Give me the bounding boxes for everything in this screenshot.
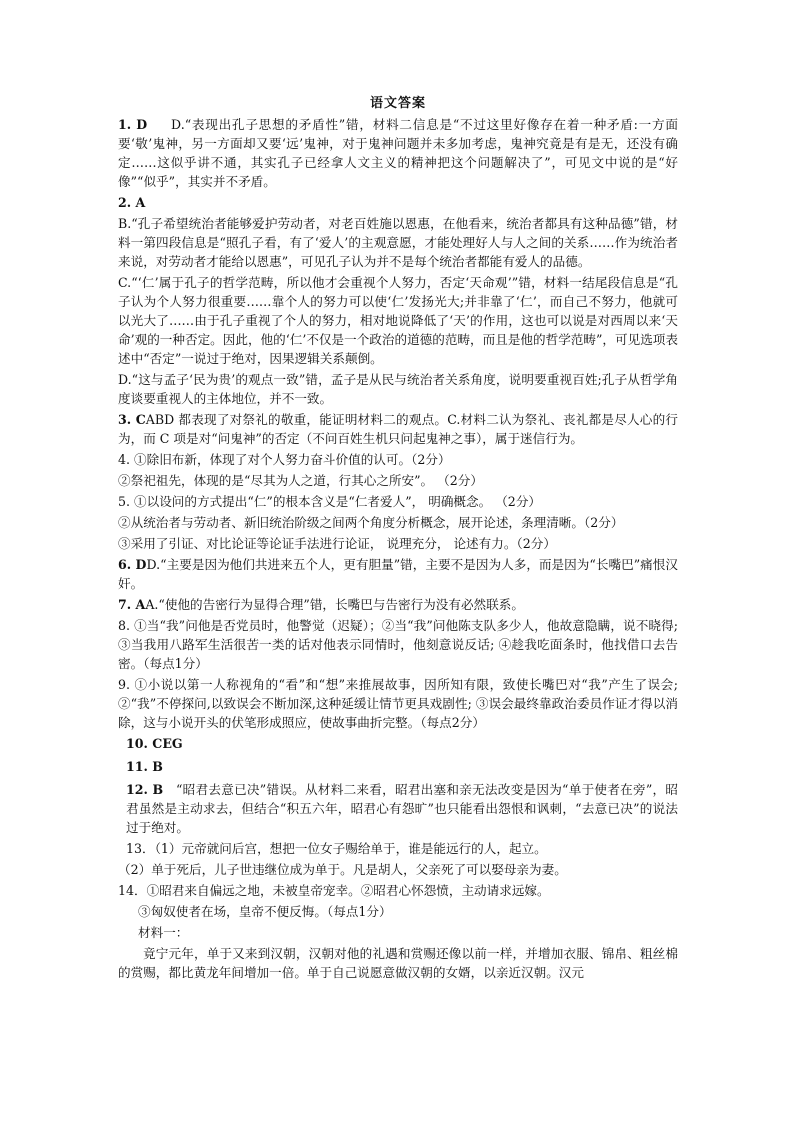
answer-13-part-1: 13．（1）元帝就问后宫，想把一位女子赐给单于，谁是能远行的人，起立。 (126, 841, 547, 856)
answer-3-explanation: ABD 都表现了对祭礼的敬重，能证明材料二的观点。C.材料二认为祭礼、丧礼都是尽人心的行为，而 C 项是对“问鬼神”的否定（不问百姓生机只问起鬼神之事），属于迷信行为。 (118, 412, 678, 446)
answer-document (118, 92, 678, 984)
answer-5-point-3: ③采用了引证、对比论证等论证手法进行论证， 说理充分， 论述有力。（2分） (118, 536, 556, 551)
answer-2-option-d: D.“这与孟子‘民为贵’的观点一致”错，孟子是从民与统治者关系角度，说明要重视百姓;孔子从哲学角度谈要重视人的主体地位，并不一致。 (118, 372, 678, 406)
answer-14-line-2: ③匈奴使者在场，皇帝不便反悔。（每点1分） (138, 904, 392, 919)
answer-6-explanation: D.“主要是因为他们共进来五个人，更有胆量”错，主要不是因为人多，而是因为“长嘴巴”痛恨汉奸。 (118, 557, 679, 591)
material-paragraph: 竟宁元年，单于又来到汉朝，汉朝对他的礼遇和赏赐还像以前一样，并增加衣服、锦帛、粗丝棉的赏赐，都比黄龙年间增加一倍。单于自己说愿意做汉朝的女婿，以亲近汉朝。汉元 (118, 946, 678, 980)
answer-10: 10. CEG (126, 736, 183, 751)
answer-4-point-2: ②祭祀祖先，体现的是“尽其为人之道，行其心之所安”。 （2分） (118, 473, 483, 488)
answer-8: 8. ①当“我”问他是否党员时，他警觉（迟疑）；②当“我”问他陈支队多少人，他故意隐瞒，说不晓得; ③当我用八路军生活很苦一类的话对他表示同情时，他刻意说反话; ④趁我吃面条时，他找借口去告密。（每点1分） (118, 618, 678, 671)
answer-7-explanation: A.“使他的告密行为显得合理”错，长嘴巴与告密行为没有必然联系。 (145, 597, 524, 612)
answer-5-point-2: ②从统治者与劳动者、新旧统治阶级之间两个角度分析概念，展开论述，条理清晰。（2分） (118, 515, 624, 530)
answer-6 (118, 555, 678, 593)
answer-3 (118, 410, 678, 448)
answer-6-choice: 6. D (118, 557, 147, 572)
answer-11: 11. B (126, 759, 163, 774)
answer-2-option-b: B.“孔子希望统治者能够爱护劳动者，对老百姓施以恩惠，在他看来，统治者都具有这种品德”错，材料一第四段信息是“照孔子看，有了‘爱人’的主观意愿，才能处理好人与人之间的关系……作为统治者来说，对劳动者才能给以恩惠”，可见孔子认为并不是每个统治者都能有爱人的品德。 (118, 216, 678, 269)
answer-5-point-1: 5. ①以设问的方式提出“仁”的根本含义是“仁者爱人”， 明确概念。 （2分） (118, 494, 542, 509)
answer-12-choice: 12. B (126, 782, 164, 797)
answer-12 (118, 780, 678, 837)
answer-1 (118, 115, 678, 191)
page-title: 语文答案 (369, 96, 426, 111)
answer-7-choice: 7. A (118, 597, 146, 612)
answer-4-point-1: 4. ①除旧布新，体现了对个人努力奋斗价值的认可。（2分） (118, 452, 451, 467)
answer-1-explanation: D.“表现出孔子思想的矛盾性”错，材料二信息是“不过这里好像存在着一种矛盾:一方面要‘敬’鬼神，另一方面却又要‘远’鬼神，对于鬼神问题并未多加考虑，鬼神究竟是有是无，还没有确定……这似乎讲不通，其实孔子已经拿人文主义的精神把这个问题解决了”，可见文中说的是“好像”“似乎”，其实并不矛盾。 (118, 117, 678, 189)
material-label: 材料一： (138, 925, 189, 940)
answer-12-explanation: “昭君去意已决”错误。从材料二来看，昭君出塞和亲无法改变是因为“单于使者在旁”，昭君虽然是主动求去，但结合“积五六年，昭君心有怨旷”也只能看出怨恨和讽刺，“去意已决”的说法过于绝对。 (126, 782, 678, 835)
answer-9: 9. ①小说以第一人称视角的“看”和“想”来推展故事，因所知有限，致使长嘴巴对“我”产生了误会; ②“我”不停探问,以致误会不断加深,这种延缓让情节更具戏剧性; ③误会最终靠政治委员作证才得以消除，这与小说开头的伏笔形成照应，使故事曲折完整。（每点2分） (118, 677, 678, 730)
answer-13-part-2: （2）单于死后，儿子世违继位成为单于。凡是胡人，父亲死了可以娶母亲为妻。 (118, 862, 567, 877)
answer-3-choice: 3. C (118, 412, 146, 427)
answer-2-option-c: C.“‘仁’属于孔子的哲学范畴，所以他才会重视个人努力，否定‘天命观’”错，材料一结尾段信息是“孔子认为个人努力很重要……靠个人的努力可以使‘仁’发扬光大;并非靠了‘仁’，而自己不努力，他就可以光大了……由于孔子重视了个人的努力，相对地说降低了‘天’的作用，这也可以说是对西周以来‘天命’观的一种否定。因此，他的‘仁’不仅是一个政治的道德的范畴，而且是他的哲学范畴”，可见选项表述中“否定”一说过于绝对，因果逻辑关系颠倒。 (118, 275, 678, 366)
answer-7 (118, 595, 678, 614)
answer-14-line-1: 14．①昭君来自偏远之地，未被皇帝宠幸。②昭君心怀怨愤，主动请求远嫁。 (118, 883, 550, 898)
answer-1-choice: 1. D (118, 117, 148, 132)
answer-2-choice: 2. A (118, 195, 146, 210)
